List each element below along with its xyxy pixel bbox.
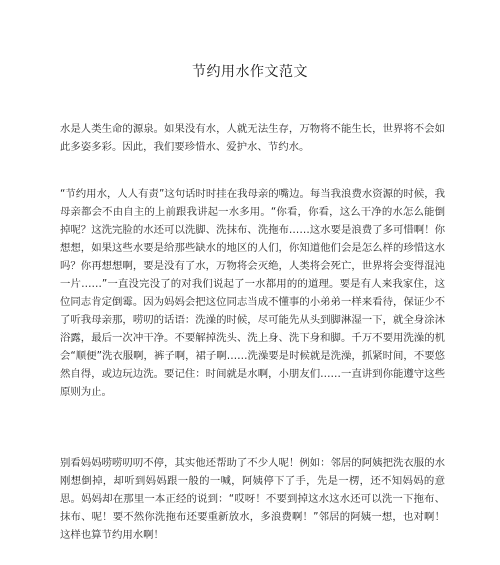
article-title: 节约用水作文范文 — [192, 64, 308, 80]
article-paragraph-mother: “节约用水，人人有责”这句话时时挂在我母亲的嘴边。每当我浪费水资源的时候，我母亲都会不由自主的上前跟我讲起一水多用。“你看，你看，这么干净的水怎么能倒掉呢？这洗完脸的水还可以洗脚、洗抹布、洗拖布……这水要是浪费了多可惜啊！你想想，如果这些水要是给那些缺水的地区的人们，你知道他们会是怎么样的珍惜这水吗？你再想想啊，要是没有了水，万物将会灭绝，人类将会死亡，世界将会变得混沌一片……”一直没完没了的对我们说起了一水都用的的道理。要是有人来我家住，这位同志肯定倒霉。因为妈妈会把这位同志当成不懂事的小弟弟一样来看待，保证少不了听我母亲那，唠叨的话语：洗澡的时候，尽可能先从头到脚淋湿一下，就全身涂沐浴露，最后一次冲干净。不要解掉洗头、洗上身、洗下身和脚。千万不要用洗澡的机会“顺便”洗衣服啊，裤子啊，裙子啊……洗澡要是时候就是洗澡，抓紧时间，不要悠然自得，或边玩边洗。要记住：时间就是水啊，小朋友们……一直讲到你能遵守这些原则为止。 — [60, 188, 445, 398]
article-paragraph-intro: 水是人类生命的源泉。如果没有水，人就无法生存，万物将不能生长，世界将不会如此多姿多彩。因此，我们要珍惜水、爱护水、节约水。 — [60, 123, 445, 153]
article-paragraph-neighbor: 别看妈妈唠唠叨叨不停，其实他还帮助了不少人呢！例如：邻居的阿姨把洗衣服的水刚想倒掉，却听到妈妈跟一般的一喊，阿姨停下了手，先是一楞，还不知妈妈的意思。妈妈却在那里一本正经的说到：“哎呀！不要到掉这水这水还可以洗一下拖布、抹布、呢！要不然你洗拖布还要重新放水，多浪费啊！”邻居的阿姨一想，也对啊！这样也算节约用水啊！ — [60, 457, 445, 541]
